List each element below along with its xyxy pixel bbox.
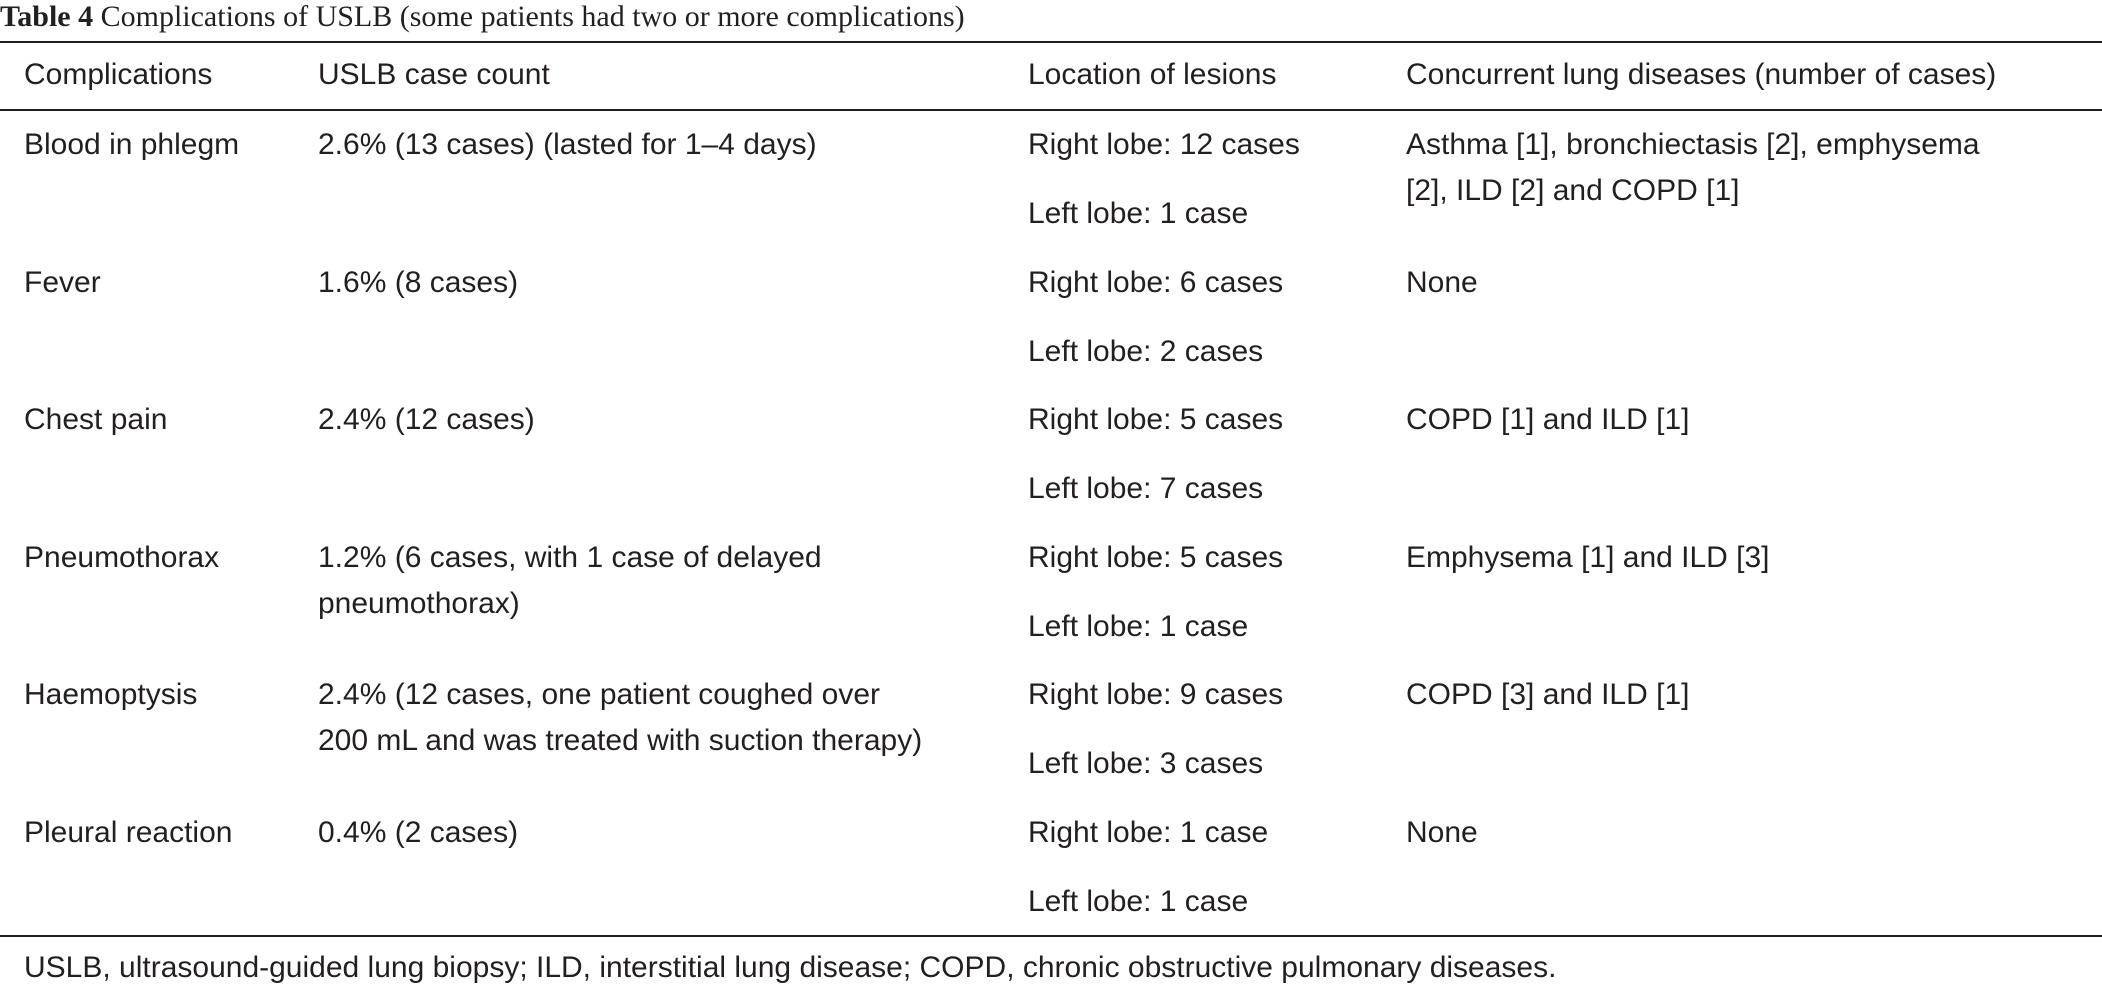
top-rule [0, 41, 2102, 43]
location-left-cell: Left lobe: 3 cases [1028, 747, 1264, 780]
header-location: Location of lesions [1028, 58, 1277, 91]
table-row [0, 397, 2102, 535]
header-rule [0, 109, 2102, 111]
case-count-cell: 2.4% (12 cases, one patient coughed over [318, 678, 881, 711]
complication-cell: Fever [24, 266, 101, 299]
complication-cell: Chest pain [24, 403, 168, 436]
case-count-cell: 2.4% (12 cases) [318, 403, 535, 436]
location-left-cell: Left lobe: 1 case [1028, 610, 1249, 643]
diseases-cell: None [1406, 266, 1478, 299]
case-count-cell-line2: 200 mL and was treated with suction therapy) [318, 724, 923, 757]
diseases-cell: COPD [3] and ILD [1] [1406, 678, 1690, 711]
bottom-rule [0, 935, 2102, 937]
diseases-cell: Emphysema [1] and ILD [3] [1406, 541, 1770, 574]
diseases-cell: Asthma [1], bronchiectasis [2], emphysema [1406, 128, 1980, 161]
case-count-cell: 2.6% (13 cases) (lasted for 1–4 days) [318, 128, 817, 161]
location-left-cell: Left lobe: 1 case [1028, 197, 1249, 230]
diseases-cell-line2: [2], ILD [2] and COPD [1] [1406, 174, 1740, 207]
table-row [0, 260, 2102, 398]
location-right-cell: Right lobe: 5 cases [1028, 403, 1284, 436]
location-left-cell: Left lobe: 2 cases [1028, 335, 1264, 368]
table-title: Complications of USLB (some patients had two or more complications) [93, 0, 965, 33]
case-count-cell: 1.2% (6 cases, with 1 case of delayed [318, 541, 822, 574]
location-right-cell: Right lobe: 9 cases [1028, 678, 1284, 711]
table-row [0, 122, 2102, 260]
complication-cell: Blood in phlegm [24, 128, 240, 161]
diseases-cell: None [1406, 816, 1478, 849]
table-row [0, 535, 2102, 673]
case-count-cell: 1.6% (8 cases) [318, 266, 519, 299]
table-caption [0, 0, 965, 40]
location-right-cell: Right lobe: 6 cases [1028, 266, 1284, 299]
location-left-cell: Left lobe: 1 case [1028, 885, 1249, 918]
table-label: Table 4 [0, 0, 94, 33]
location-right-cell: Right lobe: 1 case [1028, 816, 1269, 849]
case-count-cell-line2: pneumothorax) [318, 587, 520, 620]
table-footnote: USLB, ultrasound-guided lung biopsy; ILD, interstitial lung disease; COPD, chronic obstructive pulmonary diseases. [24, 951, 1557, 984]
location-right-cell: Right lobe: 5 cases [1028, 541, 1284, 574]
table-row [0, 810, 2102, 948]
case-count-cell: 0.4% (2 cases) [318, 816, 519, 849]
complication-cell: Pleural reaction [24, 816, 233, 849]
table-row [0, 672, 2102, 810]
complication-cell: Haemoptysis [24, 678, 198, 711]
complication-cell: Pneumothorax [24, 541, 220, 574]
header-complications: Complications [24, 58, 213, 91]
header-case-count: USLB case count [318, 58, 550, 91]
diseases-cell: COPD [1] and ILD [1] [1406, 403, 1690, 436]
header-concurrent-diseases: Concurrent lung diseases (number of cases) [1406, 58, 1997, 91]
location-right-cell: Right lobe: 12 cases [1028, 128, 1300, 161]
location-left-cell: Left lobe: 7 cases [1028, 472, 1264, 505]
